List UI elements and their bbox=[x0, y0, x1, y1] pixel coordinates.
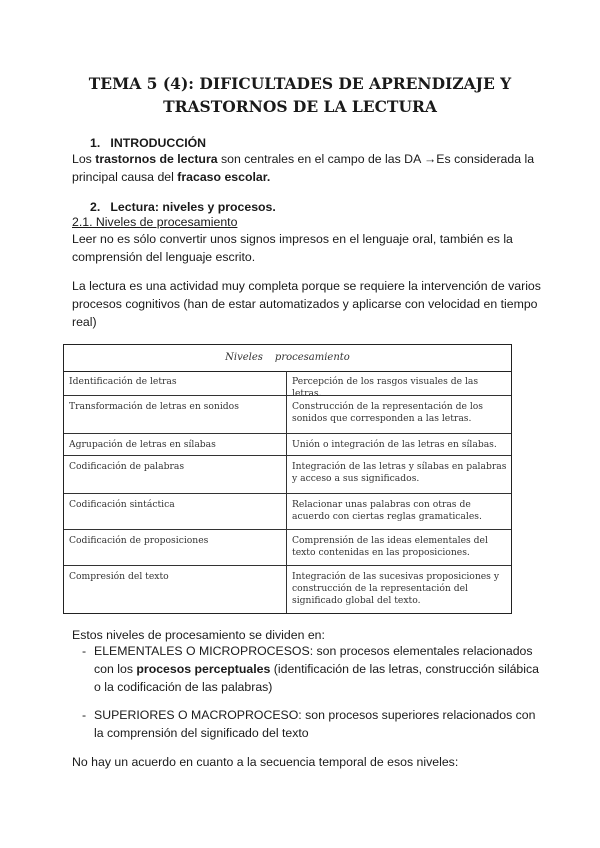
levels-list bbox=[72, 642, 542, 696]
page-title bbox=[40, 72, 560, 118]
title-line-2: TRASTORNOS DE LA LECTURA bbox=[163, 97, 437, 116]
paragraph-leer: Leer no es sólo convertir unos signos impresos en el lenguaje oral, también es la comprensión del lenguaje escrito. bbox=[72, 232, 513, 264]
bold-fracaso: fracaso escolar. bbox=[177, 170, 271, 184]
title-line-1: TEMA 5 (4): DIFICULTADES DE APRENDIZAJE Y bbox=[88, 74, 512, 93]
table-row: Agrupación de letras en sílabas Unión o integración de las letras en sílabas. bbox=[64, 433, 511, 455]
bold-procesos-perceptuales: procesos perceptuales bbox=[136, 662, 271, 676]
table-header: Niveles procesamiento bbox=[64, 345, 511, 372]
table-row: Identificación de letras Percepción de los rasgos visuales de las letras. bbox=[69, 376, 479, 399]
section-2-heading: 2. Lectura: niveles y procesos. bbox=[90, 200, 276, 214]
table-row: Transformación de letras en sonidos Construcción de la representación de los sonidos que corresponden a las letras. bbox=[64, 395, 511, 433]
paragraph-niveles-intro: Estos niveles de procesamiento se dividen en: bbox=[72, 628, 325, 642]
section-2-title: Lectura: niveles y procesos. bbox=[110, 200, 276, 214]
levels-list-2 bbox=[72, 706, 542, 742]
list-item: - ELEMENTALES O MICROPROCESOS: son procesos elementales relacionados con los procesos perceptuales (identificación de las letras, construcción silábica o la codificación de las palabras) bbox=[72, 642, 542, 696]
section-1-heading: 1. INTRODUCCIÓN bbox=[90, 136, 207, 150]
paragraph-lectura: La lectura es una actividad muy completa porque se requiere la intervención de varios procesos cognitivos (han de estar automatizados y aplicarse con velocidad en tiempo real) bbox=[72, 279, 541, 329]
table-row: Codificación de proposiciones Comprensión de las ideas elementales del texto contenidas en las proposiciones. bbox=[64, 529, 511, 565]
table-row: Codificación de palabras Integración de las letras y sílabas en palabras y acceso a sus significados. bbox=[64, 455, 511, 493]
bold-trastornos: trastornos de lectura bbox=[95, 152, 218, 166]
section-1-paragraph: Los trastornos de lectura son centrales en el campo de las DA →Es considerada la principal causa del fracaso escolar. bbox=[72, 152, 535, 184]
levels-table bbox=[63, 344, 512, 614]
paragraph-closing: No hay un acuerdo en cuanto a la secuencia temporal de esos niveles: bbox=[72, 755, 459, 769]
table-row: Compresión del texto Integración de las sucesivas proposiciones y construcción de la representación del significado global del texto. bbox=[64, 565, 511, 613]
subsection-heading: 2.1. Niveles de procesamiento bbox=[72, 215, 238, 229]
table-row: Codificación sintáctica Relacionar unas palabras con otras de acuerdo con ciertas reglas gramaticales. bbox=[64, 493, 511, 529]
section-1-title: INTRODUCCIÓN bbox=[110, 136, 207, 150]
list-item: - SUPERIORES O MACROPROCESO: son procesos superiores relacionados con la comprensión del significado del texto bbox=[72, 706, 542, 742]
